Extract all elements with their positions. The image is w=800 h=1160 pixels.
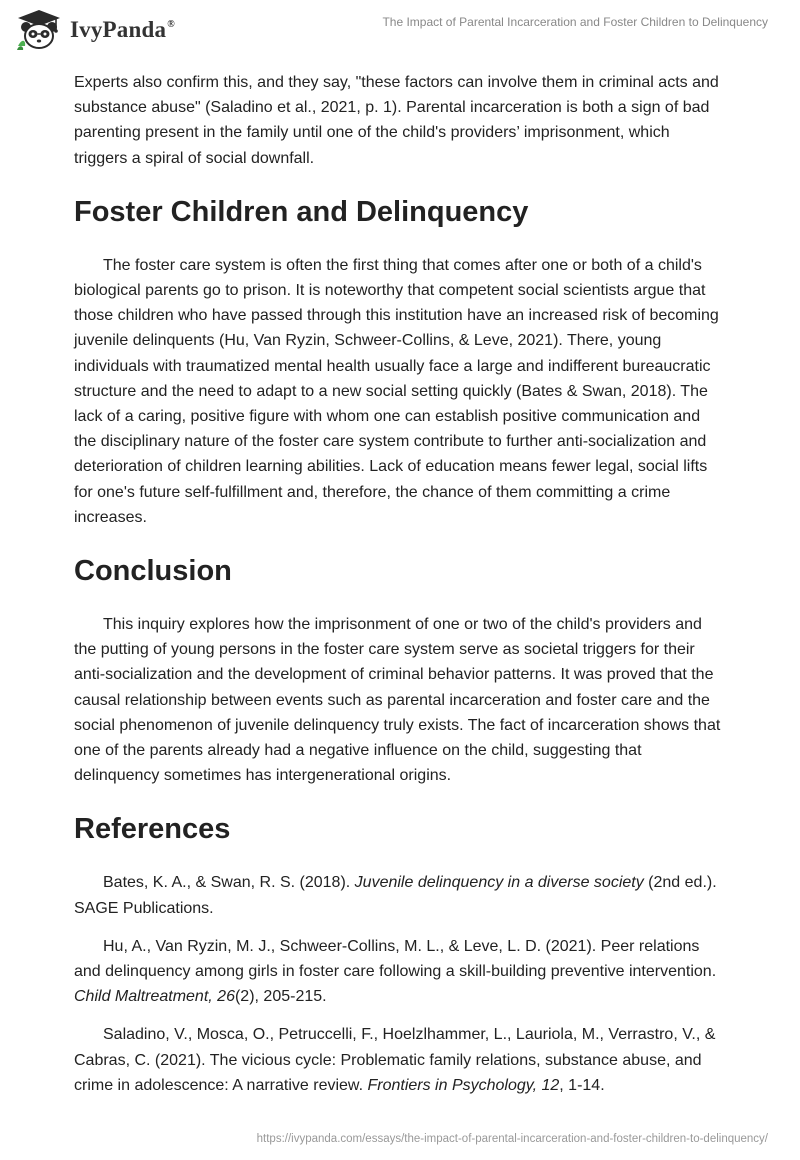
page-header: [0, 0, 800, 60]
reference-entry: Hu, A., Van Ryzin, M. J., Schweer-Collins, M. L., & Leve, L. D. (2021). Peer relations and delinquency among girls in foster care following a skill-building preventive intervention. Child Maltreatment, 26(2), 205-215.: [74, 937, 717, 1006]
source-url[interactable]: https://ivypanda.com/essays/the-impact-of-parental-incarceration-and-foster-children-to-delinquency/: [256, 1133, 768, 1145]
intro-paragraph: Experts also confirm this, and they say, "these factors can involve them in criminal acts and substance abuse" (Saladino et al., 2021, p. 1). Parental incarceration is both a sign of bad parenting present in the family until one of the child's providers’ imprisonment, which triggers a spiral of social downfall.: [74, 74, 719, 167]
reference-entry: Saladino, V., Mosca, O., Petruccelli, F., Hoelzlhammer, L., Lauriola, M., Verrastro, V., & Cabras, C. (2021). The vicious cycle: Problematic family relations, substance abuse, and crime in adolescence: A narrative review. Frontiers in Psychology, 12, 1-14.: [74, 1026, 716, 1094]
document-title: The Impact of Parental Incarceration and Foster Children to Delinquency: [382, 15, 768, 29]
brand-name: IvyPanda®: [70, 17, 175, 42]
foster-heading: Foster Children and Delinquency: [74, 195, 529, 228]
conclusion-paragraph: This inquiry explores how the imprisonment of one or two of the child's providers and the putting of young persons in the foster care system serve as societal triggers for their anti-socialization and the development of criminal behavior patterns. It was proved that the causal relationship between events such as parental incarceration and foster care and the social phenomenon of juvenile delinquency truly exists. The fact of incarceration shows that one of the parents already had a negative influence on the child, suggesting that delinquency sometimes has intergenerational origins.: [74, 616, 721, 785]
conclusion-heading: Conclusion: [74, 555, 232, 588]
foster-paragraph: The foster care system is often the first thing that comes after one or both of a child's biological parents go to prison. It is noteworthy that competent social scientists argue that those children who have passed through this institution have an increased risk of becoming juvenile delinquents (Hu, Van Ryzin, Schweer-Collins, & Leve, 2021). There, young individuals with traumatized mental health usually face a large and indifferent bureaucratic structure and the need to adapt to a new social setting quickly (Bates & Swan, 2018). The lack of a caring, positive figure with whom one can establish positive communication and the disciplinary nature of the foster care system contribute to further anti-socialization and deterioration of children learning abilities. Lack of education means fewer legal, social lifts for one's future self-fulfillment and, therefore, the chance of them committing a crime increases.: [74, 256, 719, 526]
references-heading: References: [74, 813, 231, 846]
reference-entry: Bates, K. A., & Swan, R. S. (2018). Juvenile delinquency in a diverse society (2nd ed.). SAGE Publications.: [74, 874, 717, 917]
brand-logo[interactable]: [14, 8, 175, 52]
essay-content: [74, 70, 726, 1098]
panda-logo-icon: [14, 8, 64, 52]
